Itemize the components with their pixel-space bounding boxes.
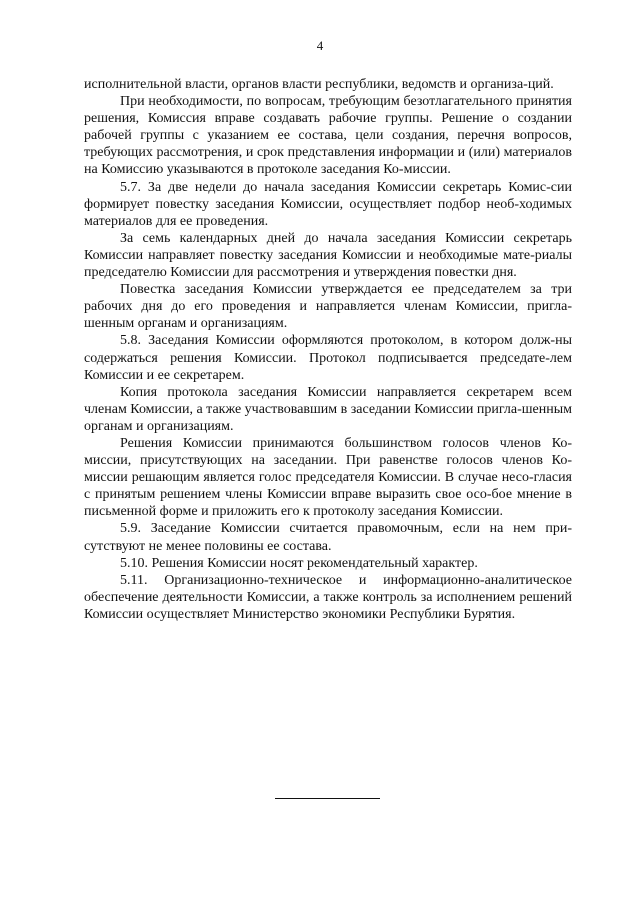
document-body [84, 76, 572, 623]
paragraph-decisions: Решения Комиссии принимаются большинством голосов членов Ко-миссии, присутствующих на заседании. При равенстве голосов членов Ко-миссии решающим является голос председателя Комиссии. В случае несо-гласия с принятым решением члены Комиссии вправе выразить свое осо-бое мнение в письменной форме и приложить его к протоколу заседания Комиссии. [84, 435, 572, 520]
paragraph-5-8: 5.8. Заседания Комиссии оформляются протоколом, в котором долж-ны содержаться решения Комиссии. Протокол подписывается председате-лем Комиссии и ее секретарем. [84, 333, 572, 383]
paragraph-protocol-copy: Копия протокола заседания Комиссии направляется секретарем всем членам Комиссии, а также участвовавшим в заседании Комиссии пригла-шенным органам и организациям. [84, 384, 572, 434]
paragraph-5-10: 5.10. Решения Комиссии носят рекомендательный характер. [120, 555, 478, 571]
end-divider-line [275, 798, 380, 799]
paragraph-working-groups: При необходимости, по вопросам, требующим безотлагательного принятия решения, Комиссия вправе создавать рабочие группы. Решение о создании рабочей группы с указанием ее состава, цели создания, перечня вопросов, требующих рассмотрения, и срок представления информации и (или) материалов на Комиссию указываются в протоколе заседания Ко-миссии. [84, 94, 572, 178]
page-number: 4 [316, 38, 324, 53]
paragraph-5-9: 5.9. Заседание Комиссии считается правомочным, если на нем при-сутствуют не менее половины ее состава. [84, 521, 572, 554]
paragraph-agenda-seven-days: За семь календарных дней до начала заседания Комиссии секретарь Комиссии направляет повестку заседания Комиссии и необходимые мате-риалы председателю Комиссии для рассмотрения и утверждения повестки дня. [84, 230, 572, 281]
paragraph-continuation: исполнительной власти, органов власти республики, ведомств и организа-ций. [84, 77, 554, 92]
paragraph-agenda-approval: Повестка заседания Комиссии утверждается ее председателем за три рабочих дня до его проведения и направляется членам Комиссии, пригла-шенным органам и организациям. [84, 282, 572, 332]
paragraph-5-7: 5.7. За две недели до начала заседания Комиссии секретарь Комис-сии формирует повестку заседания Комиссии, осуществляет подбор необ-ходимых материалов для ее проведения. [84, 179, 572, 229]
paragraph-5-11: 5.11. Организационно-техническое и информационно-аналитическое обеспечение деятельности Комиссии, а также контроль за исполнением решений Комиссии осуществляет Министерство экономики Республики Бурятия. [84, 572, 572, 622]
